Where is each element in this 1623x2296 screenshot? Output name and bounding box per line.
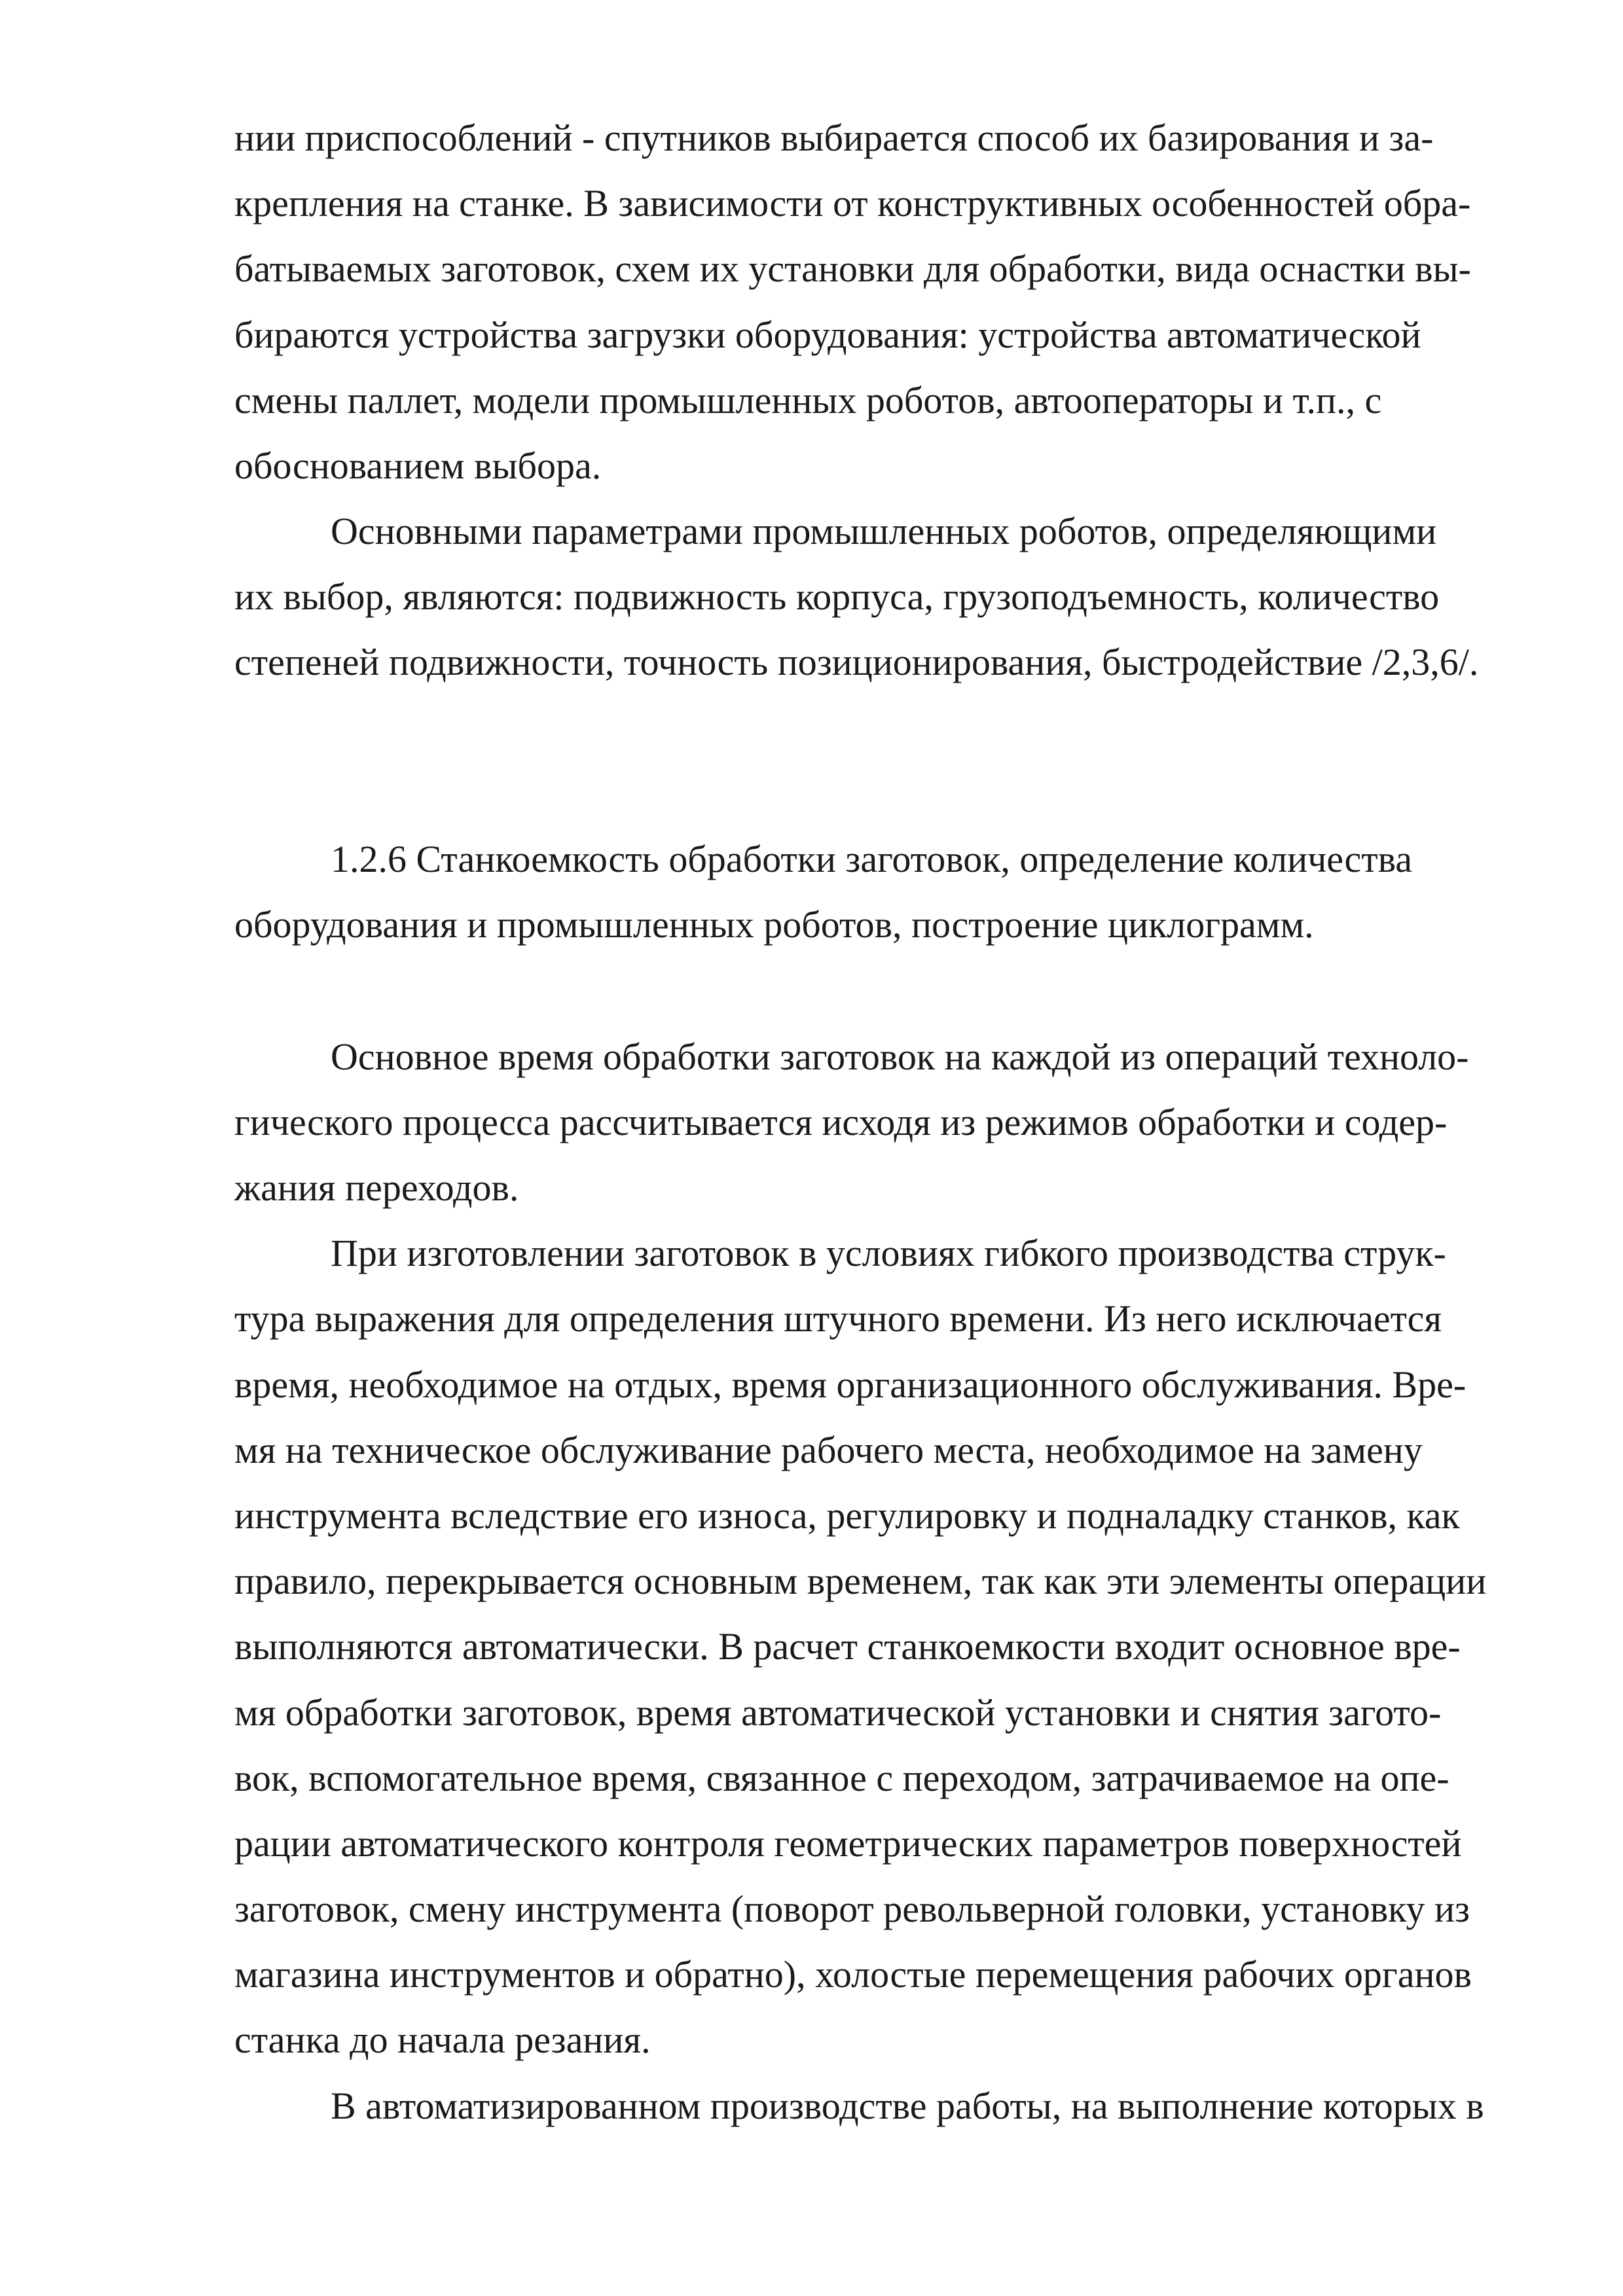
text-line: заготовок, смену инструмента (поворот револьверной головки, установку из	[234, 1888, 1470, 1930]
text-line: В автоматизированном производстве работы, на выполнение которых в	[331, 2085, 1484, 2127]
text-line: их выбор, являются: подвижность корпуса, грузоподъемность, количество	[234, 575, 1440, 618]
text-line: При изготовлении заготовок в условиях гибкого производства струк-	[331, 1232, 1446, 1274]
text-line: Основное время обработки заготовок на каждой из операций техноло-	[331, 1035, 1469, 1078]
text-line: магазина инструментов и обратно), холостые перемещения рабочих органов	[234, 1953, 1472, 1996]
text-line: батываемых заготовок, схем их установки для обработки, вида оснастки вы-	[234, 247, 1471, 290]
text-line: станка до начала резания.	[234, 2018, 651, 2061]
text-line: смены паллет, модели промышленных роботов, автооператоры и т.п., с	[234, 379, 1382, 422]
text-line: рации автоматического контроля геометрических параметров поверхностей	[234, 1822, 1462, 1865]
text-line: бираются устройства загрузки оборудования: устройства автоматической	[234, 314, 1421, 356]
text-line: время, необходимое на отдых, время организационного обслуживания. Вре-	[234, 1363, 1467, 1406]
section-heading: оборудования и промышленных роботов, построение циклограмм.	[234, 903, 1314, 946]
text-line: степеней подвижности, точность позиционирования, быстродействие /2,3,6/.	[234, 641, 1479, 683]
text-line: Основными параметрами промышленных роботов, определяющими	[331, 510, 1437, 552]
text-line: выполняются автоматически. В расчет станкоемкости входит основное вре-	[234, 1625, 1461, 1668]
text-line: гического процесса рассчитывается исходя из режимов обработки и содер-	[234, 1101, 1448, 1143]
section-heading: 1.2.6 Станкоемкость обработки заготовок, определение количества	[331, 838, 1412, 880]
text-line: обоснованием выбора.	[234, 444, 602, 487]
text-line: жания переходов.	[234, 1166, 519, 1209]
text-line: правило, перекрывается основным временем, так как эти элементы операции	[234, 1560, 1487, 1602]
text-line: крепления на станке. В зависимости от конструктивных особенностей обра-	[234, 182, 1471, 224]
text-line: инструмента вследствие его износа, регулировку и подналадку станков, как	[234, 1494, 1460, 1537]
text-line: мя обработки заготовок, время автоматической установки и снятия загото-	[234, 1691, 1442, 1734]
text-line: мя на техническое обслуживание рабочего места, необходимое на замену	[234, 1429, 1423, 1471]
text-line: вок, вспомогательное время, связанное с переходом, затрачиваемое на опе-	[234, 1757, 1450, 1799]
text-line: нии приспособлений - спутников выбирается способ их базирования и за-	[234, 117, 1434, 159]
text-line: тура выражения для определения штучного времени. Из него исключается	[234, 1297, 1442, 1340]
